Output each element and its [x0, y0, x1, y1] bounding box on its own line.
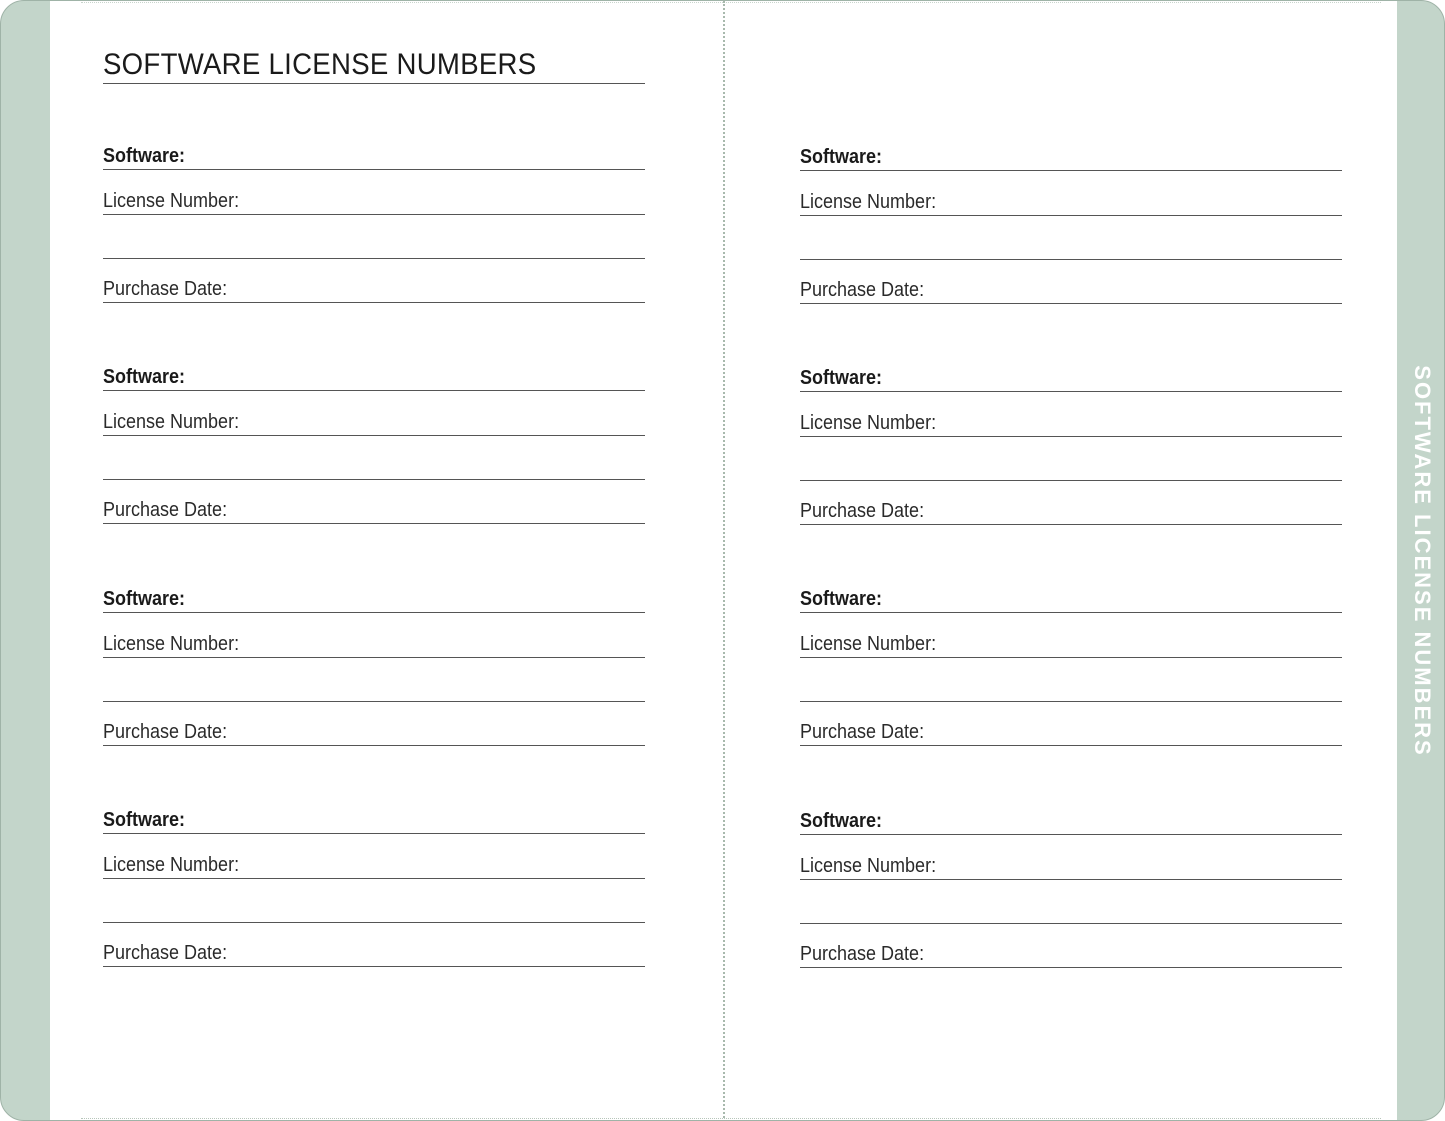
- license-number-field[interactable]: [103, 190, 645, 215]
- license-number-label: License Number:: [103, 633, 240, 655]
- purchase-date-label: Purchase Date:: [103, 721, 228, 743]
- license-number-extra-line[interactable]: [103, 922, 645, 923]
- license-number-label: License Number:: [800, 633, 937, 655]
- license-number-extra-line[interactable]: [800, 923, 1342, 924]
- license-number-extra-line[interactable]: [800, 701, 1342, 702]
- license-number-label: License Number:: [800, 191, 937, 213]
- purchase-date-label: Purchase Date:: [103, 499, 228, 521]
- software-label: Software:: [103, 366, 186, 388]
- purchase-date-field[interactable]: [103, 278, 645, 303]
- license-number-field[interactable]: [800, 855, 1342, 880]
- page-gutter: [723, 1, 725, 1121]
- software-field[interactable]: [103, 588, 645, 613]
- license-number-field[interactable]: [103, 633, 645, 658]
- license-number-label: License Number:: [103, 854, 240, 876]
- purchase-date-field[interactable]: [800, 721, 1342, 746]
- software-field[interactable]: [103, 145, 645, 170]
- purchase-date-label: Purchase Date:: [103, 278, 228, 300]
- purchase-date-field[interactable]: [103, 942, 645, 967]
- software-field[interactable]: [103, 809, 645, 834]
- purchase-date-label: Purchase Date:: [800, 943, 925, 965]
- purchase-date-label: Purchase Date:: [103, 942, 228, 964]
- software-label: Software:: [800, 367, 883, 389]
- license-number-field[interactable]: [800, 191, 1342, 216]
- software-label: Software:: [103, 809, 186, 831]
- license-number-extra-line[interactable]: [800, 259, 1342, 260]
- license-number-label: License Number:: [103, 190, 240, 212]
- software-label: Software:: [800, 810, 883, 832]
- license-number-extra-line[interactable]: [800, 480, 1342, 481]
- purchase-date-field[interactable]: [800, 943, 1342, 968]
- license-number-label: License Number:: [800, 855, 937, 877]
- purchase-date-field[interactable]: [800, 279, 1342, 304]
- purchase-date-label: Purchase Date:: [800, 279, 925, 301]
- software-label: Software:: [800, 588, 883, 610]
- software-field[interactable]: [103, 366, 645, 391]
- page-title-text: SOFTWARE LICENSE NUMBERS: [103, 48, 537, 81]
- license-number-field[interactable]: [103, 854, 645, 879]
- license-number-field[interactable]: [800, 633, 1342, 658]
- purchase-date-field[interactable]: [103, 499, 645, 524]
- license-number-extra-line[interactable]: [103, 258, 645, 259]
- license-number-extra-line[interactable]: [103, 701, 645, 702]
- license-number-label: License Number:: [800, 412, 937, 434]
- software-label: Software:: [800, 146, 883, 168]
- page-title: [103, 46, 645, 84]
- software-field[interactable]: [800, 367, 1342, 392]
- purchase-date-label: Purchase Date:: [800, 500, 925, 522]
- side-tab-label: SOFTWARE LICENSE NUMBERS: [1410, 365, 1435, 757]
- purchase-date-field[interactable]: [103, 721, 645, 746]
- bottom-edge-dots: [81, 1118, 1381, 1119]
- software-field[interactable]: [800, 810, 1342, 835]
- software-label: Software:: [103, 145, 186, 167]
- software-field[interactable]: [800, 588, 1342, 613]
- purchase-date-label: Purchase Date:: [800, 721, 925, 743]
- license-number-label: License Number:: [103, 411, 240, 433]
- license-number-field[interactable]: [800, 412, 1342, 437]
- license-number-field[interactable]: [103, 411, 645, 436]
- top-edge-dots: [81, 2, 1381, 3]
- purchase-date-field[interactable]: [800, 500, 1342, 525]
- software-field[interactable]: [800, 146, 1342, 171]
- software-label: Software:: [103, 588, 186, 610]
- license-number-extra-line[interactable]: [103, 479, 645, 480]
